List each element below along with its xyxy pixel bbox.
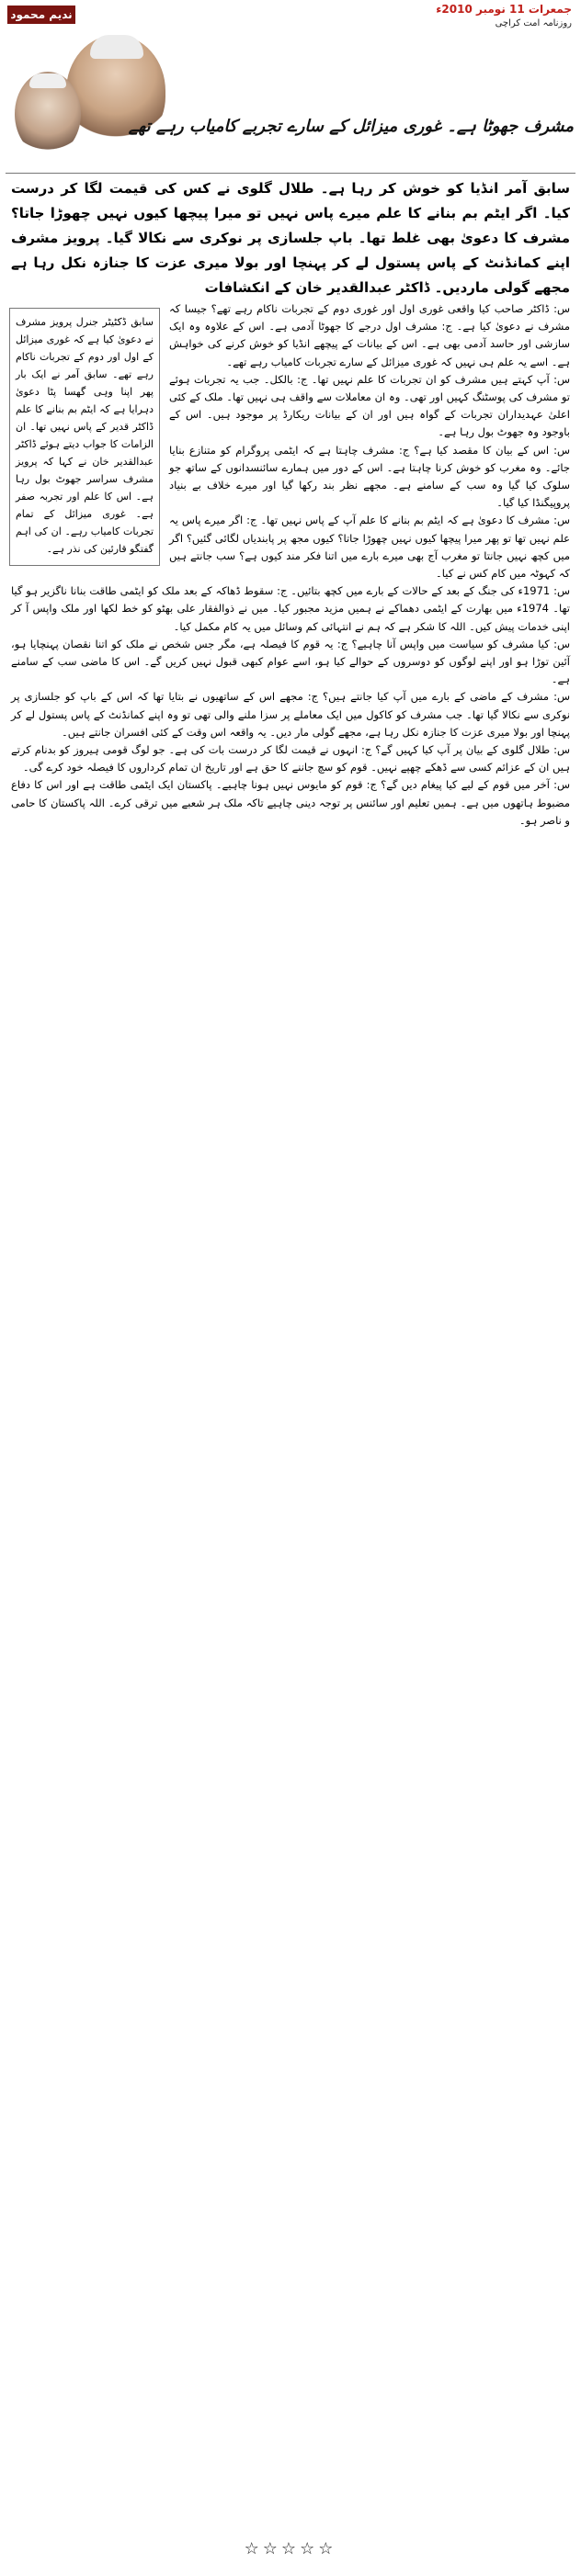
paragraph: س: آخر میں قوم کے لیے کیا پیغام دیں گے؟ ج: قوم کو مایوس نہیں ہونا چاہیے۔ پاکستان ایک ایٹمی طاقت ہے اور اس کا دفاع مضبوط ہاتھوں میں ہے۔ ہمیں تعلیم اور سائنس پر توجہ دینی چاہیے تاکہ ملک ہر شعبے میں ترقی کرے۔ اللہ پاکستان کا حامی و ناصر ہو۔ (11, 778, 570, 827)
paragraph: س: ڈاکٹر صاحب کیا واقعی غوری اول اور غوری دوم کے تجربات ناکام رہے تھے؟ جیسا کہ مشرف نے دعویٰ کیا ہے۔ ج: مشرف اول درجے کا جھوٹا آدمی ہے۔ اس کے علاوہ وہ ایک سازشی اور حاسد آدمی بھی ہے۔ اس کے بیانات کے پیچھے انڈیا کو خوش کرنے کی خواہش ہے۔ اسے یہ علم ہی نہیں کہ غوری میزائل کے سارے تجربات کامیاب رہے تھے۔ (169, 302, 570, 368)
page-header (0, 0, 581, 31)
paragraph: س: کیا مشرف کو سیاست میں واپس آنا چاہیے؟ ج: یہ قوم کا فیصلہ ہے، مگر جس شخص نے ملک کو اتنا نقصان پہنچایا ہو، آئین توڑا ہو اور اپنے لوگوں کو دوسروں کے حوالے کیا ہو، اسے عوام کبھی قبول نہیں کریں گے۔ اس کا ماضی سب کے سامنے ہے۔ (11, 637, 570, 686)
date: جمعرات 11 نومبر 2010ء (436, 3, 572, 16)
portrait-hair-small (29, 73, 66, 88)
paragraph: س: 1971ء کی جنگ کے بعد کے حالات کے بارے میں کچھ بتائیں۔ ج: سقوط ڈھاکہ کے بعد ملک کو ایٹمی طاقت بنانا ناگزیر ہو گیا تھا۔ 1974ء میں بھارت کے ایٹمی دھماکے نے ہمیں مزید مجبور کیا۔ میں نے ذوالفقار علی بھٹو کو خط لکھا اور ملک واپس آ کر اپنی خدمات پیش کیں۔ اللہ کا شکر ہے کہ ہم نے انتہائی کم وسائل میں یہ کام مکمل کیا۔ (11, 584, 571, 633)
paragraph: س: مشرف کے ماضی کے بارے میں آپ کیا جانتے ہیں؟ ج: مجھے اس کے ساتھیوں نے بتایا تھا کہ اس کے باپ کو جلسازی پر نوکری سے نکالا گیا تھا۔ جب مشرف کو کاکول میں ایک معاملے پر سزا ملنے والی تھی تو وہ اپنے کمانڈنٹ کے پاس پستول لے کر پہنچا اور بولا میری عزت کا جنازہ نکل رہا ہے، مجھے گولی مار دیں۔ یہ واقعہ اس وقت کے کئی افسران جانتے ہیں۔ (11, 690, 570, 739)
summary-box: سابق ڈکٹیٹر جنرل پرویز مشرف نے دعویٰ کیا ہے کہ غوری میزائل کے اول اور دوم کے تجربات ناکام رہے تھے۔ سابق آمر نے ایک بار پھر اپنا وہی گھسا پٹا دعویٰ دہرایا ہے کہ ایٹم بم بنانے کا علم ڈاکٹر قدیر کے پاس نہیں تھا۔ ان الزامات کا جواب دیتے ہوئے ڈاکٹر عبدالقدیر خان نے کہا کہ پرویز مشرف سراسر جھوٹ بول رہا ہے۔ اس کا علم اور تجربہ صفر ہے۔ غوری میزائل کے تمام تجربات کامیاب رہے۔ ان کی اہم گفتگو قارئین کی نذر ہے۔ (9, 308, 160, 566)
paragraph: س: مشرف کا دعویٰ ہے کہ ایٹم بم بنانے کا علم آپ کے پاس نہیں تھا۔ ج: اگر میرے پاس یہ علم نہیں تھا تو پھر میرا پیچھا کیوں نہیں چھوڑا جاتا؟ کیوں مجھ پر پابندیاں لگائی گئیں؟ اگر میں کچھ نہیں جانتا تو مغرب آج بھی میرے بارے میں اتنا فکر مند کیوں ہے؟ سب جانتے ہیں کہ کہوٹہ میں کام کس نے کیا۔ (169, 514, 570, 581)
headline: مشرف جھوٹا ہے۔ غوری میزائل کے سارے تجربے کامیاب رہے تھے (128, 117, 574, 136)
paragraph: س: اس کے بیان کا مقصد کیا ہے؟ ج: مشرف چاہتا ہے کہ ایٹمی پروگرام کو متنازع بنایا جائے۔ وہ مغرب کو خوش کرنا چاہتا ہے۔ اس کے دور میں ہمارے سائنسدانوں کے ساتھ جو سلوک کیا گیا وہ سب کے سامنے ہے۔ مجھے نظر بند رکھا گیا اور میرے خلاف بے بنیاد پروپیگنڈا کیا گیا۔ (169, 443, 570, 510)
end-stars: ☆☆☆☆☆ (244, 2539, 337, 2559)
author-badge: ندیم محمود (7, 6, 75, 24)
article-body (6, 175, 575, 2517)
article-intro: سابق آمر انڈیا کو خوش کر رہا ہے۔ طلال گلوی نے کس کی قیمت لگا کر درست کیا۔ اگر ایٹم بم بنانے کا علم میرے پاس نہیں تو میرا پیچھا کیوں نہیں چھوڑا جاتا؟ مشرف کا دعویٰ بھی غلط تھا۔ باپ جلسازی پر نوکری سے نکالا گیا۔ پرویز مشرف اپنے کمانڈنٹ کے پاس پستول لے کر پہنچا اور بولا میری عزت کا جنازہ نکل رہا ہے مجھے گولی ماردیں۔ ڈاکٹر عبدالقدیر خان کے انکشافات (11, 180, 570, 296)
portrait-hair (90, 35, 143, 59)
paragraph: س: آپ کہتے ہیں مشرف کو ان تجربات کا علم نہیں تھا۔ ج: بالکل۔ جب یہ تجربات ہوئے تو مشرف کی پوسٹنگ کہیں اور تھی۔ وہ ان معاملات سے واقف ہی نہیں تھا۔ ملک کے کئی اعلیٰ عہدیداران تجربات کے گواہ ہیں اور ان کے بیانات ریکارڈ پر موجود ہیں۔ اس کے باوجود وہ جھوٹ بول رہا ہے۔ (169, 372, 570, 439)
paragraph: س: طلال گلوی کے بیان پر آپ کیا کہیں گے؟ ج: انہوں نے قیمت لگا کر درست بات کی ہے۔ جو لوگ قومی ہیروز کو بدنام کرتے ہیں ان کے عزائم کسی سے ڈھکے چھپے نہیں۔ قوم کو سچ جاننے کا حق ہے اور تاریخ ان تمام کرداروں کا فیصلہ خود کرے گی۔ (11, 743, 570, 774)
headline-banner (6, 29, 575, 172)
banner-divider (6, 173, 575, 174)
publication-name: روزنامہ امت کراچی (495, 18, 572, 28)
